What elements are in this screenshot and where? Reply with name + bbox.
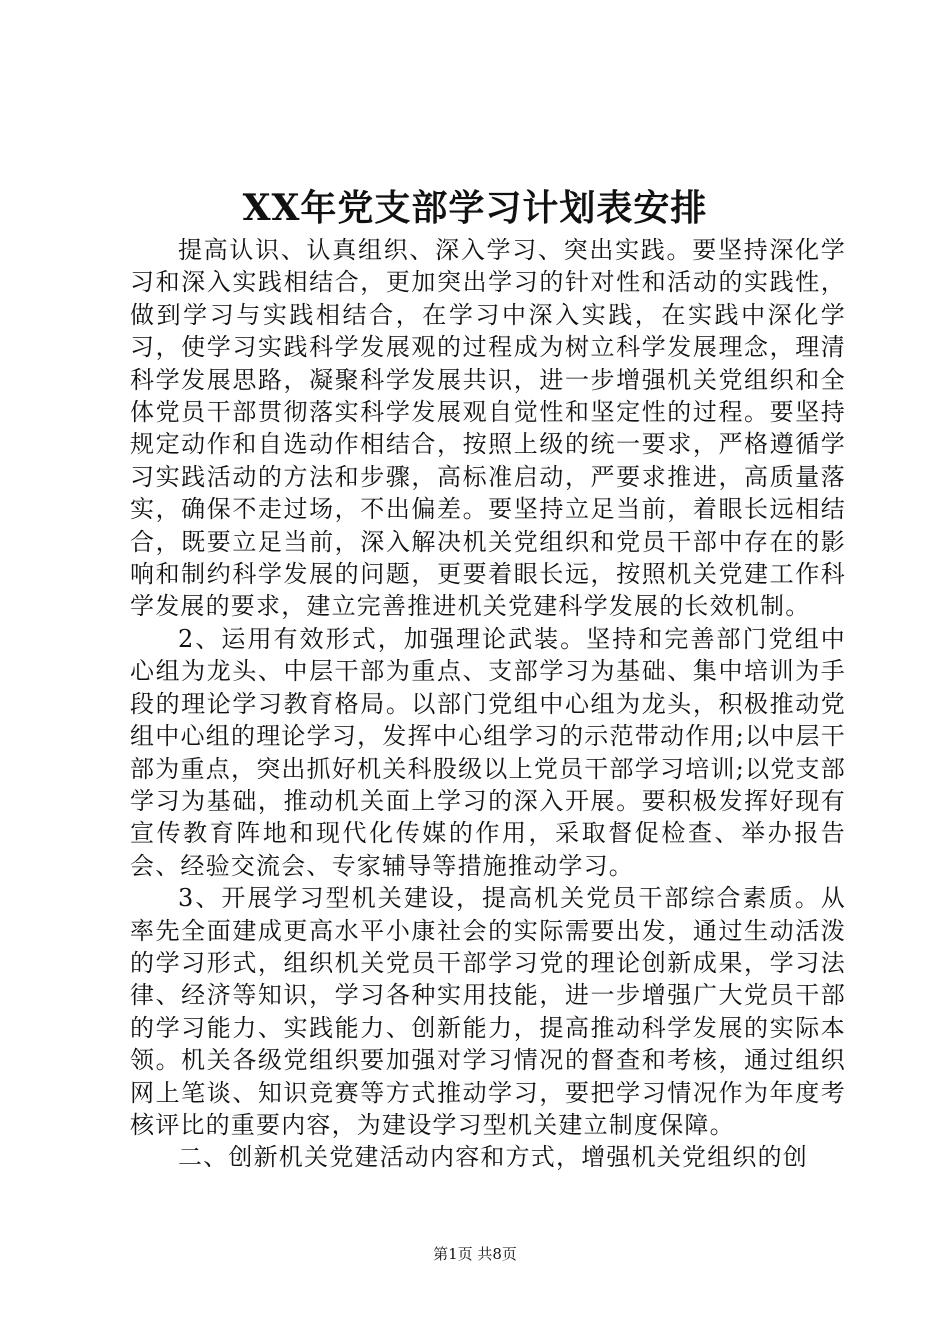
paragraph-1: 提高认识、认真组织、深入学习、突出实践。要坚持深化学习和深入实践相结合，更加突出学习的针对性和活动的实践性，做到学习与实践相结合，在学习中深入实践，在实践中深化学习，使学习实践科学发展观的过程成为树立科学发展理念，理清科学发展思路，凝聚科学发展共识，进一步增强机关党组织和全体党员干部贯彻落实科学发展观自觉性和坚定性的过程。要坚持规定动作和自选动作相结合，按照上级的统一要求，严格遵循学习实践活动的方法和步骤，高标准启动，严要求推进，高质量落实，确保不走过场，不出偏差。要坚持立足当前，着眼长远相结合，既要立足当前，深入解决机关党组织和党员干部中存在的影响和制约科学发展的问题，更要着眼长远，按照机关党建工作科学发展的要求，建立完善推进机关党建科学发展的长效机制。 [130,236,846,621]
document-body [130,234,846,1174]
paragraph-2: 2、运用有效形式，加强理论武装。坚持和完善部门党组中心组为龙头、中层干部为重点、支部学习为基础、集中培训为手段的理论学习教育格局。以部门党组中心组为龙头，积极推动党组中心组的理论学习，发挥中心组学习的示范带动作用;以中层干部为重点，突出抓好机关科股级以上党员干部学习培训;以党支部学习为基础，推动机关面上学习的深入开展。要积极发挥好现有宣传教育阵地和现代化传媒的作用，采取督促检查、举办报告会、经验交流会、专家辅导等措施推动学习。 [130,624,846,880]
paragraph-4: 二、创新机关党建活动内容和方式，增强机关党组织的创 [178,1143,808,1172]
page-footer: 第1页 共8页 [433,1245,517,1263]
paragraph-3: 3、开展学习型机关建设，提高机关党员干部综合素质。从率先全面建成更高水平小康社会的实际需要出发，通过生动活泼的学习形式，组织机关党员干部学习党的理论创新成果，学习法律、经济等知识，学习各种实用技能，进一步增强广大党员干部的学习能力、实践能力、创新能力，提高推动科学发展的实际本领。机关各级党组织要加强对学习情况的督查和考核，通过组织网上笔谈、知识竞赛等方式推动学习，要把学习情况作为年度考核评比的重要内容，为建设学习型机关建立制度保障。 [130,884,846,1139]
document-title: XX年党支部学习计划表安排 [242,187,708,229]
